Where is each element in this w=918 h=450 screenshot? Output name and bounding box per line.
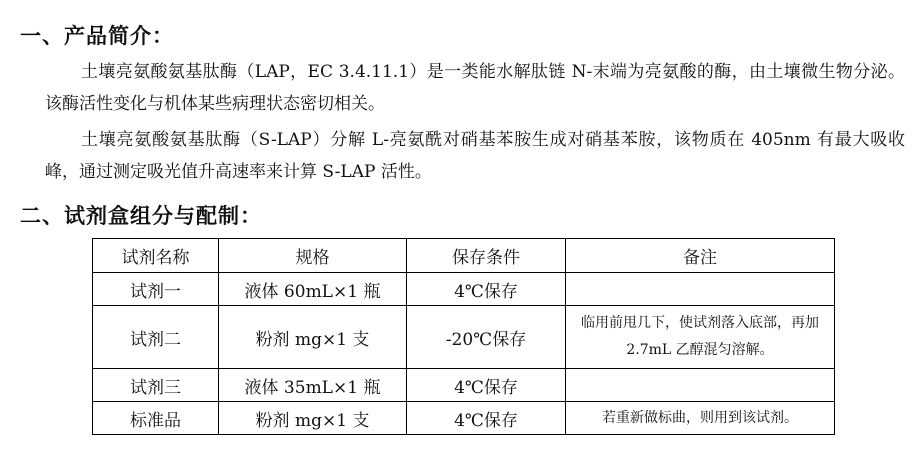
cell-specification: 粉剂 mg×1 支 bbox=[219, 306, 407, 369]
header-notes: 备注 bbox=[566, 239, 835, 273]
cell-specification: 液体 35mL×1 瓶 bbox=[219, 369, 407, 402]
table-row bbox=[93, 306, 835, 369]
table-header-row bbox=[93, 239, 835, 273]
cell-specification: 液体 60mL×1 瓶 bbox=[219, 273, 407, 306]
cell-storage: 4℃保存 bbox=[407, 402, 566, 435]
cell-storage: -20℃保存 bbox=[407, 306, 566, 369]
header-specification: 规格 bbox=[219, 239, 407, 273]
cell-reagent-name: 试剂三 bbox=[93, 369, 219, 402]
cell-reagent-name: 试剂一 bbox=[93, 273, 219, 306]
section-heading-product-intro: 一、产品简介： bbox=[20, 24, 174, 48]
cell-specification: 粉剂 mg×1 支 bbox=[219, 402, 407, 435]
table-row bbox=[93, 369, 835, 402]
cell-note: 若重新做标曲，则用到该试剂。 bbox=[566, 402, 835, 435]
intro-paragraph-2: 土壤亮氨酸氨基肽酶（S-LAP）分解 L-亮氨酰对硝基苯胺生成对硝基苯胺，该物质在 405nm 有最大吸收峰，通过测定吸光值升高速率来计算 S-LAP 活性。 bbox=[45, 130, 905, 182]
header-reagent-name: 试剂名称 bbox=[93, 239, 219, 273]
table-row bbox=[93, 273, 835, 306]
cell-reagent-name: 试剂二 bbox=[93, 306, 219, 369]
header-storage-condition: 保存条件 bbox=[407, 239, 566, 273]
cell-note: 临用前甩几下，使试剂落入底部，再加 2.7mL 乙醇混匀溶解。 bbox=[566, 306, 835, 369]
cell-note bbox=[566, 369, 835, 402]
section-heading-kit-components: 二、试剂盒组分与配制： bbox=[20, 204, 262, 228]
intro-paragraph-1: 土壤亮氨酸氨基肽酶（LAP，EC 3.4.11.1）是一类能水解肽链 N-末端为亮氨酸的酶，由土壤微生物分泌。该酶活性变化与机体某些病理状态密切相关。 bbox=[45, 62, 905, 114]
cell-storage: 4℃保存 bbox=[407, 369, 566, 402]
kit-components-table bbox=[92, 238, 835, 435]
cell-reagent-name: 标准品 bbox=[93, 402, 219, 435]
table-row bbox=[93, 402, 835, 435]
cell-storage: 4℃保存 bbox=[407, 273, 566, 306]
cell-note bbox=[566, 273, 835, 306]
